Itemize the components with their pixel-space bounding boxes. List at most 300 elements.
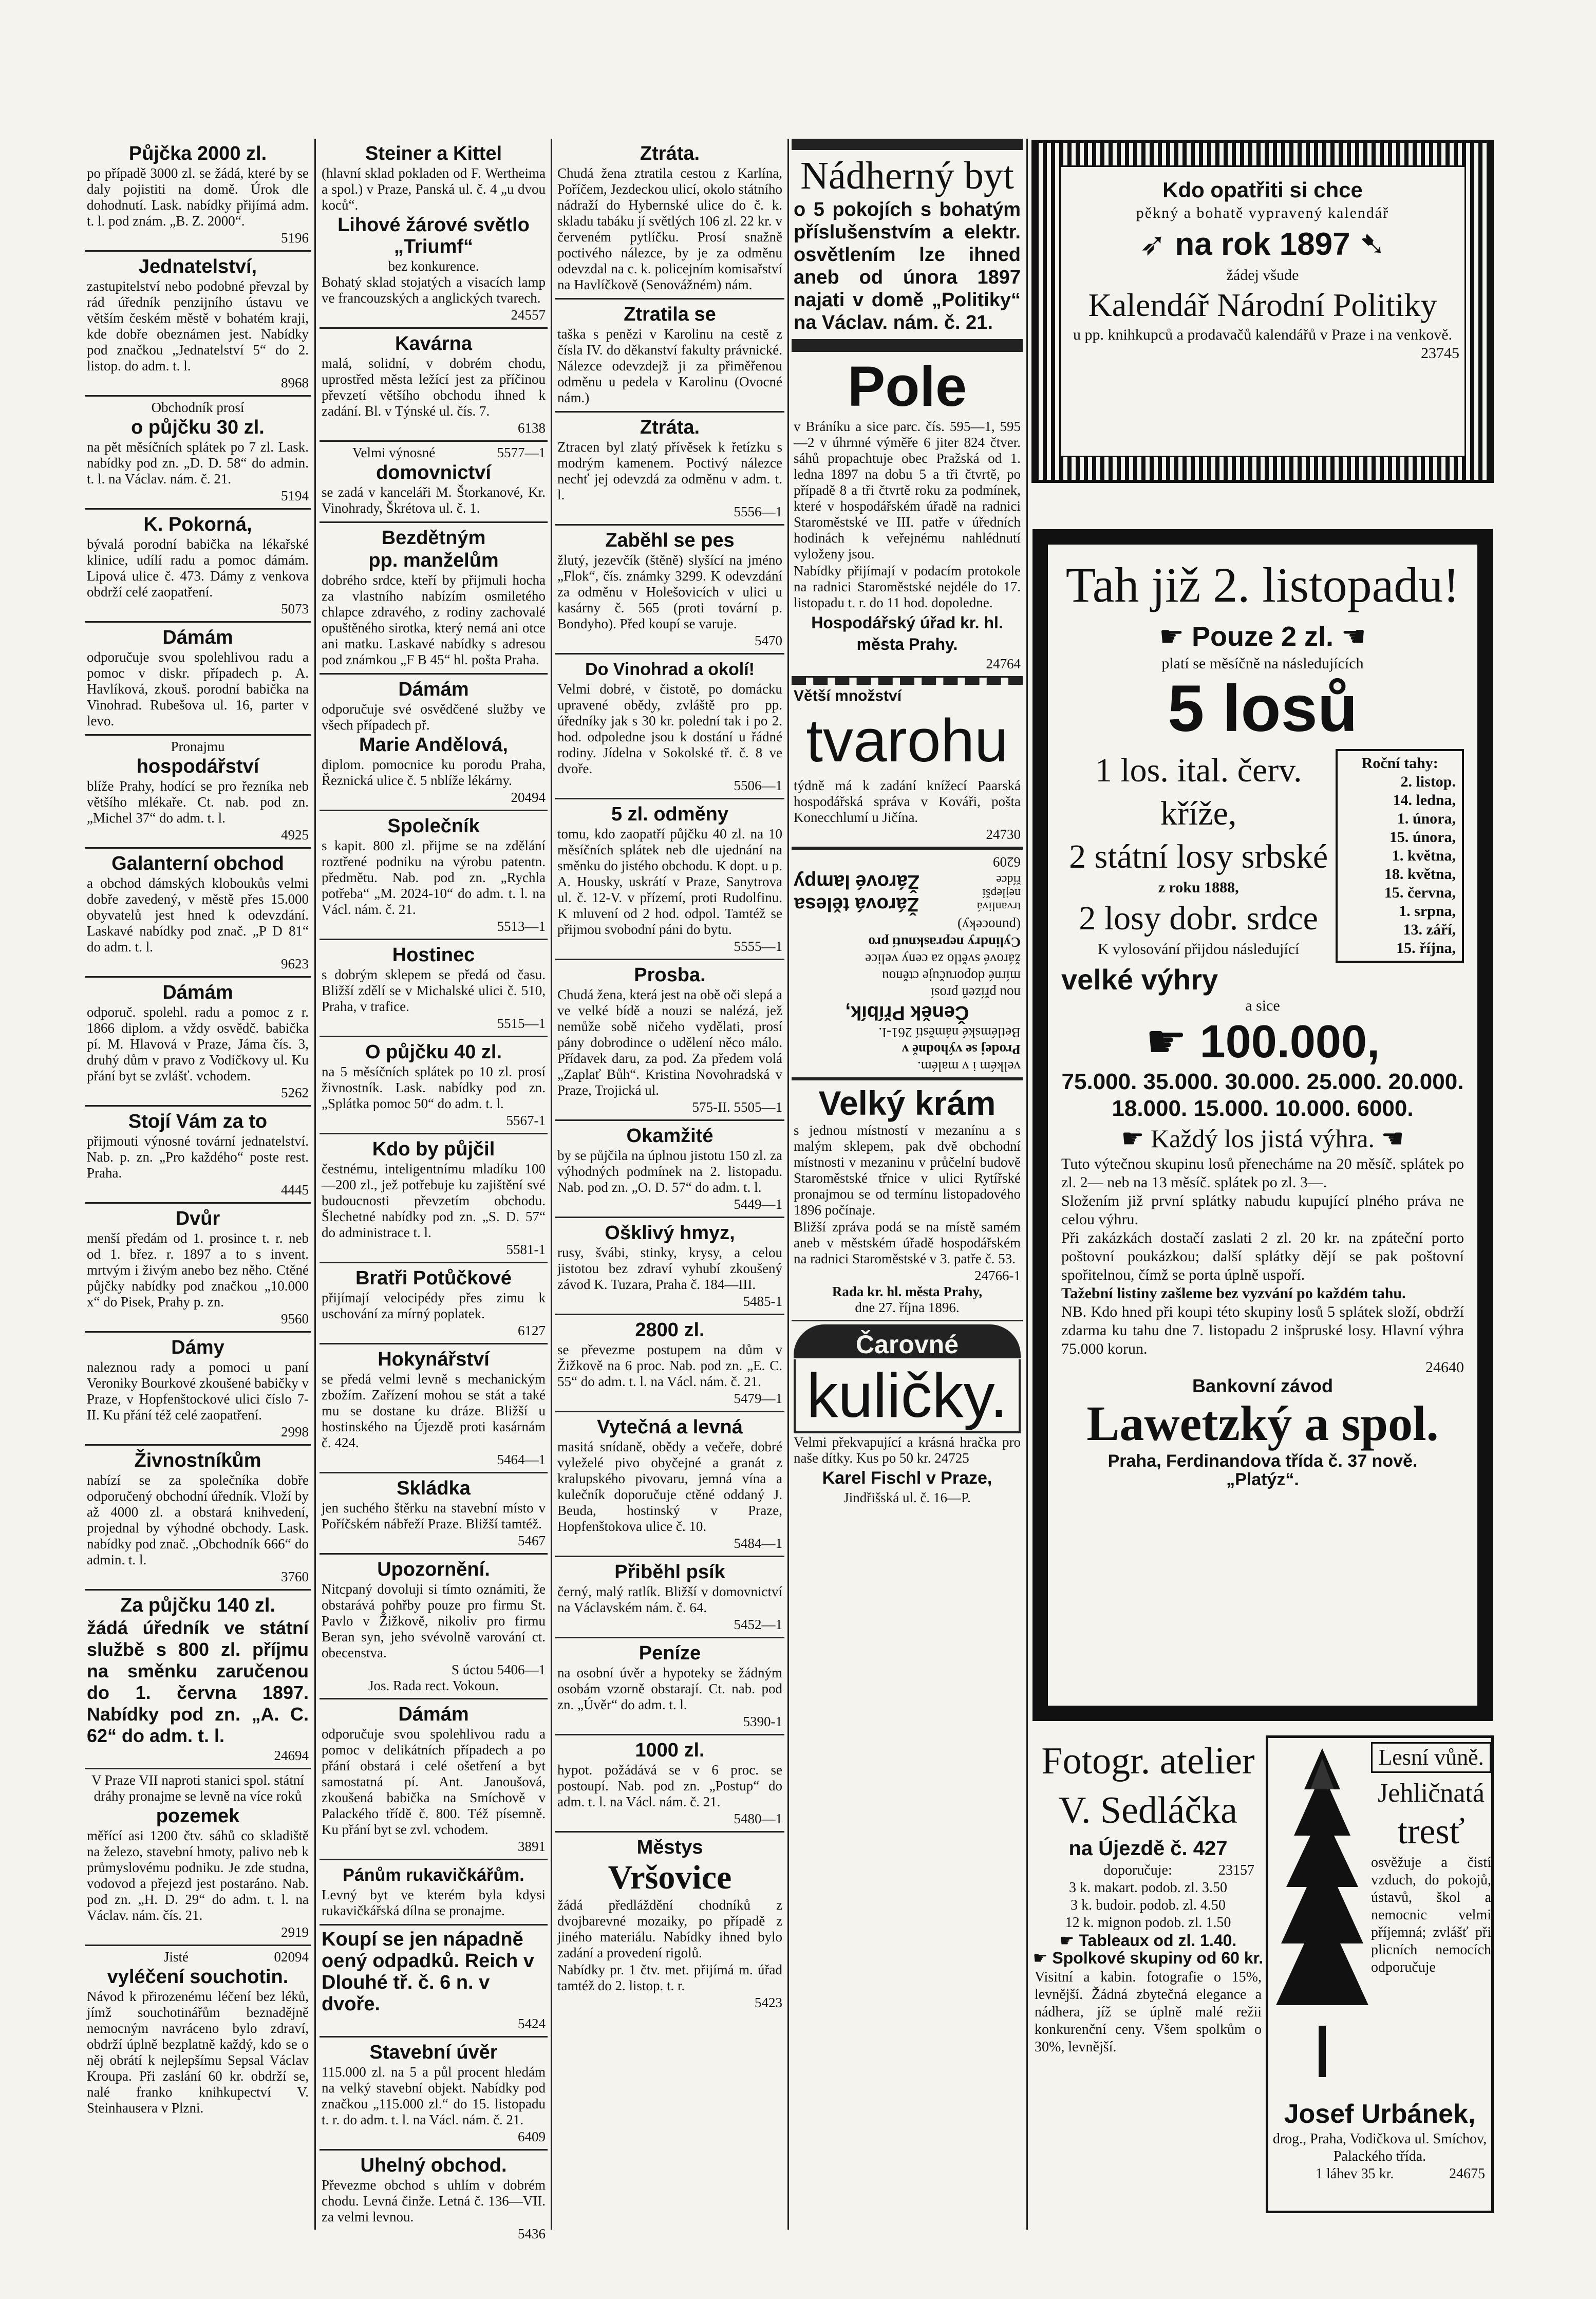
ad-zivnostnikum	[85, 1446, 311, 1591]
ad-body: blíže Prahy, hodící se pro řezníka neb většího mlékaře. Ct. nab. pod zn. „Michel 37“ do adm. t. l.	[87, 778, 309, 826]
ad-number: 5485-1	[743, 1294, 782, 1309]
ad-signature: Jos. Rada rect. Vokoun.	[368, 1678, 499, 1693]
ad-spolkove-text: Spolkové skupiny od 60 kr.	[1052, 1949, 1264, 1967]
ad-tahy-row: 13. září,	[1403, 921, 1456, 938]
ad-number: 5484—1	[734, 1536, 782, 1551]
ad-number: 24766-1	[974, 1268, 1021, 1283]
ad-pole	[792, 341, 1023, 678]
ad-number: 5423	[755, 1995, 782, 2010]
ad-number: 5479—1	[734, 1391, 782, 1406]
ad-kavarna	[320, 329, 548, 442]
ad-body: masitá snídaně, obědy a večeře, dobré vyleželé pivo obyčejné a granát z kralupského pivovaru, jemná vína a kulečník doporučuje ctěné oddaný J. Beuda, hostinský v Praze, Hopfenštokova ulice č. 10.	[557, 1439, 782, 1534]
ad-subtitle: Lihové žárové světlo „Triumf“	[337, 214, 530, 257]
ad-pokorna	[85, 510, 311, 623]
ad-title: Půjčka 2000 zl.	[128, 143, 267, 164]
ad-body: o 5 pokojích s bohatým příslušenstvím a elektr. osvětlením lze ihned aneb od února 1897 najati v domě „Politiky“ na Václav. nám. č. 21.	[794, 199, 1021, 333]
ad-body: zastupitelství nebo podobné převzal by rád úředník penzijního ústavu ve větším českém městě v bohatém kraji, kde dobře obeznámen jest. Nabídky pod značkou „Jednatelství 5“ do 2. listop. do adm. t. l.	[87, 278, 309, 373]
ad-kdo-by	[320, 1134, 548, 1263]
ad-number: 2998	[281, 1424, 309, 1440]
ad-subtitle: Žárová tělesa	[794, 893, 919, 915]
ad-upozorneni	[320, 1555, 548, 1699]
ad-number: 5513—1	[497, 919, 546, 934]
ad-signature: Josef Urbánek,	[1284, 2099, 1476, 2129]
ad-vinohrad	[555, 655, 784, 799]
ad-bezdetnym	[320, 523, 548, 675]
ad-title: Ztratila se	[624, 304, 716, 325]
ad-hostinec	[320, 940, 548, 1037]
ad-note: trvanlivá	[977, 900, 1021, 913]
ad-body: nabízí se za společníka dobře odporučený obchodní úředník. Vloží by až 4000 zl. a obstará knihvedení, projednal by výhodné obchody. Lask. nabídky pod znač. „Obchodník 666“ do admin. t. l.	[87, 1472, 309, 1567]
ad-line: doporučuje:	[1103, 1862, 1172, 1878]
pointing-hand-icon: ☛	[1145, 1015, 1187, 1069]
ad-title: hospodářství	[136, 756, 259, 777]
ad-body: a obchod dámských kloboukůs velmi dobře zavedený, v městě přes 15.000 obyvatelů jest hned k odevzdání. Laskavé nabídky pod znač. „P D 81“ do adm. t. l.	[87, 875, 309, 955]
arrow-right-icon: ➶	[1139, 225, 1167, 263]
pointing-hand-icon: ☛	[1059, 1931, 1075, 1950]
ad-kalendar-name: Kalendář Národní Politiky	[1088, 287, 1437, 323]
ad-lesni-footer	[1268, 2098, 1491, 2183]
ad-body: se předá velmi levně s mechanickým zbožím. Zařízení mohou se stát a také mu se dostane ku dráze. Bližší u hostinského na Újezdě proti kasárnám č. 424.	[322, 1371, 546, 1450]
ad-tahy-row: 15. října,	[1396, 940, 1456, 957]
ad-title: Ošklivý hmyz,	[605, 1222, 735, 1244]
ad-body: jen suchého štěrku na stavební místo v Poříčském nábřeží Praze. Bližší tamtéž.	[322, 1500, 546, 1531]
ad-body: žádá úředník ve státní službě s 800 zl. příjmu na směnku zaručenou do 1. června 1897. Nabídky pod zn. „A. C. 62“ do adm. t. l.	[87, 1617, 309, 1746]
ad-number: 02094	[274, 1949, 309, 1965]
ad-1000	[555, 1735, 784, 1833]
ad-title: 5 zl. odměny	[611, 803, 729, 825]
ad-price: 12 k. mignon podob. zl. 1.50	[1065, 1915, 1231, 1931]
ad-loterie-inner	[1048, 545, 1477, 1496]
ad-firm: Lawetzký a spol.	[1086, 1396, 1439, 1451]
ad-line: Prodej se výhodně v	[902, 1042, 1021, 1057]
ad-header-band	[794, 1324, 1021, 1358]
ad-title: Vršovice	[608, 1859, 732, 1896]
pointing-hand-icon: ☛	[1121, 1124, 1144, 1153]
ad-title: Velký krám	[818, 1084, 996, 1122]
ad-number: 23745	[1421, 345, 1459, 362]
ad-body: Bohatý sklad stojatých a visacích lamp ve francouzských a anglických tvarech.	[322, 274, 546, 306]
ad-damam	[320, 1699, 548, 1860]
ad-lot-line: 2 losy dobr. srdce	[1079, 900, 1318, 937]
ad-title: Dámám	[162, 627, 233, 648]
ad-price	[1061, 619, 1464, 655]
ad-lot-line: 2 státní losy srbské	[1069, 838, 1328, 875]
ad-tahy-row: 15. června,	[1384, 884, 1456, 901]
ad-title: pozemek	[156, 1805, 240, 1827]
ad-addr: na Újezdě č. 427	[1068, 1837, 1228, 1860]
ad-line: platí se měsíčně na následujících	[1161, 655, 1364, 672]
pointing-hand-icon: ☚	[1341, 620, 1366, 652]
ad-title: Dámám	[398, 679, 469, 700]
ad-subtitle: tresť	[1397, 1812, 1465, 1852]
ad-number: 5567-1	[506, 1113, 546, 1128]
ad-body: přijímají velocipédy přes zimu k uschování za mírný poplatek.	[322, 1290, 546, 1321]
ad-tahy-table	[1336, 749, 1464, 963]
ad-tableaux	[1031, 1932, 1265, 1949]
ad-tahy-row: 1. února,	[1397, 810, 1456, 827]
ad-title: Za půjčku 140 zl.	[120, 1595, 275, 1616]
ad-pujcka-2000	[85, 139, 311, 252]
ad-number: 5424	[518, 2016, 546, 2031]
ad-domovnictvi	[320, 442, 548, 523]
ad-addr: Praha, Ferdinandova třída č. 37 nově.	[1107, 1451, 1418, 1471]
ad-date: dne 27. října 1896.	[855, 1300, 960, 1315]
ad-pretitle: Pronajmu	[171, 739, 225, 754]
ad-title: Vytečná a levná	[597, 1416, 743, 1438]
ad-address: Jindřišská ul. č. 16—P.	[843, 1490, 971, 1505]
ad-damam	[85, 623, 311, 736]
ad-steiner	[320, 139, 548, 329]
ad-title: kuličky.	[794, 1359, 1021, 1433]
ad-pujcku-40	[320, 1037, 548, 1134]
ad-body: Ztracen byl zlatý přívěsek k řetízku s modrým kamenem. Poctivý nálezce nechť jej odevzdá za odměnu v adm. t. l.	[557, 439, 782, 502]
ad-body: Složením již první splátky nabudu kupující plného práva ne celou výhru.	[1061, 1192, 1464, 1228]
ad-title: Bezdětným	[381, 527, 486, 549]
ad-body: Při zakázkách dostačí zaslati 2 zl. 20 kr. na zpáteční porto poštovní poukázkou; další splátky dějí se pak poštovní spořitelnou, čímž se porta úplně uspoří.	[1061, 1229, 1464, 1283]
ad-body: 115.000 zl. na 5 a půl procent hledám na velký stavební objekt. Nabídky pod značkou „115.000 zl.“ do 15. listopadu t. r. do adm. t. l. na Václ. nám. č. 21.	[322, 2064, 546, 2127]
ad-title: Galanterní obchod	[111, 853, 284, 874]
arrow-left-icon: ➷	[1359, 225, 1386, 263]
ad-number: 5073	[281, 601, 309, 616]
ad-body: dobrého srdce, kteří by přijmuli hocha za vlastního nabízím osmiletého chlapce zdravého, z rodiny zachovalé opuštěného sirotka, který nemá ani otce ani matku. Laskavé nabídky s adresou pod známkou „F B 45“ hl. pošta Praha.	[322, 572, 546, 667]
ad-title: O půjčku 40 zl.	[365, 1041, 502, 1063]
ad-number: 5556—1	[734, 504, 782, 519]
ad-signature: S úctou 5406—1	[451, 1662, 546, 1677]
ad-kalendar-inner	[1059, 165, 1466, 457]
ad-number: 24694	[274, 1748, 309, 1763]
ad-body: malá, solidní, v dobrém chodu, uprostřed města ležící jest za příčinou převzetí většího obchodu ihned k zadání. Bl. v Týnské ul. čís. 7.	[322, 356, 546, 419]
ad-side-notes	[977, 873, 1021, 913]
ad-title: Upozornění.	[377, 1559, 490, 1580]
ad-title: Kdo opatřiti si chce	[1162, 178, 1363, 202]
ad-pribehl	[555, 1557, 784, 1638]
ad-number: 20494	[511, 790, 546, 805]
ad-loterie	[1032, 529, 1493, 1721]
ad-number: 5577—1	[497, 445, 546, 460]
ad-jednatelstvi	[85, 252, 311, 397]
ad-title: Do Vinohrad a okolí!	[585, 660, 755, 679]
ad-signature: Hospodářský úřad kr. hl. města Prahy.	[811, 613, 1003, 653]
ad-tahy-row: 15. února,	[1389, 829, 1456, 846]
ad-mestys	[555, 1833, 784, 2015]
ad-title: Peníze	[639, 1642, 701, 1664]
ad-ztratila	[555, 300, 784, 413]
ad-price: 3 k. budoir. podob. zl. 4.50	[1071, 1897, 1226, 1913]
ad-body: Chudá žena, která jest na obě oči slepá a ve velké bídě a nouzi se nalézá, jež nemůže sobě ničeho vydělati, prosí pány dobrodince o udělení něco málo. Přídavek daru, za pod. Za předem volá „Zaplať Bůh“. Kristina Novohradská v Praze, Trojická ul.	[557, 987, 782, 1098]
ad-title: Hokynářství	[378, 1349, 490, 1370]
ad-number: 5436	[518, 2226, 546, 2241]
ad-number: 8968	[281, 375, 309, 390]
column-1	[85, 139, 311, 2121]
ad-kalendar	[1031, 140, 1494, 483]
ad-title: Dámám	[398, 1704, 469, 1725]
ad-spolkove	[1031, 1949, 1265, 1967]
ad-number: 5506—1	[734, 778, 782, 793]
ad-damam	[320, 675, 548, 811]
ad-number: 5505—1	[734, 1099, 782, 1115]
ad-title: Pánům rukavičkářům.	[343, 1865, 524, 1885]
ad-body: diplom. pomocnice ku porodu Praha, Řeznická ulice č. 5 nblíže lékárny.	[322, 757, 546, 788]
ad-number: 5464—1	[497, 1452, 546, 1467]
ad-body: měřící asi 1200 čtv. sáhů co skladiště na železo, stavební hmoty, palivo neb k průmyslovému podniku. Je zde studna, vodovod a přejezd jest postaráno. Nab. pod zn. „H. D. 29“ do adm. t. l. na Václav. nám. čís. 21.	[87, 1828, 309, 1923]
ad-panum	[320, 1860, 548, 1926]
ad-body: Levný byt ve kterém byla kdysi rukavičkářská dílna se pronajme.	[322, 1887, 546, 1918]
ad-body: čestnému, inteligentnímu mladíku 100—200 zl., jež potřebuje ku zajištění své budoucnosti převzetím obchodu. Šlechetné nabídky pod zn. „S. D. 57“ do administrace t. l.	[322, 1161, 546, 1240]
ad-stoji-vam	[85, 1107, 311, 1204]
ad-tahy-row: 2. listop.	[1400, 773, 1456, 790]
ad-nadherny-byt	[792, 139, 1023, 341]
ad-body: taška s penězi v Karolinu na cestě z čísla IV. do děkanství fakulty právnické. Nálezce odevzdejž ji za přiměřenou odměnu u pedela v Karolinu (Ovocné nám.)	[557, 326, 782, 405]
ad-spolecnik	[320, 811, 548, 940]
ad-body: rusy, švábi, stinky, krysy, a celou jistotou bez zdraví vyhubí zkoušený závod K. Tuzara, Praha č. 184—III.	[557, 1245, 782, 1292]
ad-number: 23157	[1218, 1862, 1254, 1878]
ad-subtitle: Marie Andělová,	[359, 734, 508, 756]
ad-number: 9623	[281, 956, 309, 971]
ad-body: s kapit. 800 zl. přijme se na zdělání roztřené podniku na výrobu patentn. předmětu. Nab. pod zn. „Rychla potřeba“ „M. 2024-10“ do adm. t. l. na Václ. nám. č. 21.	[322, 838, 546, 917]
ad-body: Tažební listiny zašleme bez vyzvání po každém tahu.	[1061, 1285, 1406, 1302]
ad-platyz: „Platýz“.	[1226, 1470, 1299, 1489]
ad-number: 5452—1	[734, 1617, 782, 1632]
ad-body: po případě 3000 zl. se žádá, které by se daly pojistiti na domě. Úrok dle dohodnutí. Lask. nabídky přijímá adm. t. l. pod znám. „B. Z. 2000“.	[87, 165, 309, 229]
ad-number: 5581-1	[506, 1242, 546, 1257]
ad-dvur	[85, 1204, 311, 1333]
ad-uhelny	[320, 2151, 548, 2246]
ad-number: 24675	[1449, 2166, 1485, 2182]
ad-note: řídce	[996, 873, 1021, 886]
ad-lot-line: 1 los. ital. červ. kříže,	[1095, 752, 1302, 832]
ad-title: Uhelný obchod.	[360, 2155, 507, 2176]
ad-note: nejlepší	[982, 886, 1021, 900]
ad-number: 5480—1	[734, 1811, 782, 1826]
ad-line: mírné doporučuje ctěnou	[882, 968, 1021, 984]
ad-tahy-row: 14. ledna,	[1393, 792, 1456, 809]
ad-body: se převezme postupem na dům v Žižkově na 6 proc. Nab. pod zn. „E. C. 55“ do adm. t. l. na Václ. nám. č. 21.	[557, 1342, 782, 1389]
ad-title: tvarohu	[806, 707, 1008, 775]
ad-body: odporučuje svou spolehlivou radu a pomoc v diskr. případech p. A. Havlíková, zkouš. porodní babička na Vinohrad. Rubešova ul. 16, parter v levo.	[87, 649, 309, 728]
ad-title: vyléčení souchotin.	[107, 1966, 289, 1988]
ad-body: by se půjčila na úplnou jistotu 150 zl. za výhodných podmínek na 2. listopadu. Nab. pod zn. „O. D. 57“ do adm. t. l.	[557, 1148, 782, 1195]
ad-body: Návod k přirozenému léčení bez léků, jímž souchotinářům beznadějně nemocným navráceno bylo zdraví, obdrží úplně bezplatně každý, kdo se o něj obrátí k nejlepšímu Sepsal Václav Kroupa. Při zaslání 60 kr. obdrží se, nalé franko knihkupectví V. Steinhausera v Plzni.	[87, 1989, 309, 2116]
ad-title: Jehličnatá	[1378, 1779, 1485, 1808]
ad-line: žárové světlo za ceny velice	[865, 951, 1021, 967]
ad-line: velkém i v malém.	[917, 1059, 1021, 1074]
ad-title: Skládka	[397, 1478, 471, 1499]
ad-title: Zaběhl se pes	[605, 530, 735, 551]
ad-body: hypot. požádává se v 6 proc. se postoupí. Nab. pod zn. „Postup“ do adm. t. l. na Václ. nám. č. 21.	[557, 1762, 782, 1809]
ad-2800	[555, 1315, 784, 1412]
ad-title: Fotogr. atelier	[1041, 1740, 1255, 1782]
ad-number: 9560	[281, 1311, 309, 1326]
column-4	[792, 139, 1023, 1510]
column-rule	[787, 139, 789, 2230]
ad-year	[1066, 226, 1459, 263]
ad-body: s dobrým sklepem se předá od času. Bližší zdělí se v Michalské ulici č. 510, Praha, v trafice.	[322, 967, 546, 1014]
ad-pretitle: Obchodník prosí	[151, 400, 245, 415]
column-rule	[551, 139, 552, 2230]
ad-title: Steiner a Kittel	[365, 143, 502, 164]
ad-number: 6127	[518, 1323, 546, 1338]
ad-line: Cylindry neprasknutí pro	[868, 934, 1021, 950]
ad-number: 6409	[518, 2129, 546, 2144]
ad-main-prize	[1061, 1015, 1464, 1069]
ad-title: Bratři Potůčkové	[355, 1267, 512, 1289]
ad-stavebni	[320, 2038, 548, 2151]
ad-damam	[85, 978, 311, 1107]
ad-koupi	[320, 1926, 548, 2038]
ad-title: Koupí se jen nápadně oený odpadků. Reich v Dlouhé tř. č. 6 n. v dvoře.	[322, 1929, 534, 2015]
ad-subtitle: Žárové lampy	[794, 871, 919, 892]
column-rule	[1026, 139, 1028, 2230]
ad-tagline: bez konkurence.	[388, 258, 479, 274]
ad-pozemek	[85, 1769, 311, 1946]
ad-body: Velmi dobré, v čistotě, po domácku upravené obědy, zvláště pro pp. úředníky jak s 30 kr. polední tak i po 2. hod. odpoledne jsou k dostání u řádné rodiny. Jídelna v Sokolské tř. č. 8 ve dvoře.	[557, 681, 782, 776]
ad-body: Převezme obchod s uhlím v dobrém chodu. Levná činže. Letná č. 136—VII. za velmi levnou.	[322, 2177, 546, 2225]
ad-lot-line: z roku 1888,	[1158, 879, 1239, 896]
ad-number: 6209	[993, 854, 1021, 870]
ad-title: Kavárna	[395, 333, 472, 354]
ad-body: odporučuje svou spolehlivou radu a pomoc v delikátních případech a po přání obstará i celé ošetření a byt samostatná pí. Ant. Janoušová, zkoušená babička na Smíchově v Palackého třídě č. 800. Též písemně. Ku přání byt se zvl. vchodem.	[322, 1726, 546, 1837]
ad-number: 5555—1	[734, 939, 782, 954]
ad-number: 5515—1	[497, 1016, 546, 1031]
ad-zavod: Bankovní závod	[1192, 1375, 1334, 1396]
ad-body: Tuto výtečnou skupinu losů přenecháme na 20 měsíč. splátek po zl. 2— neb na 13 měsíč. splátek po zl. 3—.	[1061, 1155, 1464, 1191]
ad-upside-down-zarove	[792, 848, 1023, 1080]
ad-body: bývalá porodní babička na lékařské klinice, udílí radu a pomoc dámám. Lipová ulice č. 473. Dámy z venkova obdrží celé zaopatření.	[87, 536, 309, 600]
ad-title: Přiběhl psík	[614, 1561, 725, 1583]
ad-body: menší předám od 1. prosince t. r. neb od 1. břez. r. 1897 a to s invent. mrtvým i živým anebo bez něho. Ctěné půjčky nabídky pod značkou „10.000 x“ do Pisek, Prahy p. zn.	[87, 1230, 309, 1310]
ad-atelier	[1031, 1736, 1265, 2230]
ad-number: 24640	[1425, 1359, 1464, 1376]
ad-body: žádá předláždění chodníků z dvojbarevné mozaiky, po případě z jiného materiálu. Nabídky ihned bylo zadání a provedení rigolů.	[557, 1897, 782, 1960]
ad-title: Jednatelství,	[138, 256, 257, 277]
ad-kazdy	[1061, 1122, 1464, 1155]
ad-signature: Rada kr. hl. města Prahy,	[832, 1284, 983, 1299]
ad-title: 2800 zl.	[635, 1319, 705, 1341]
ad-tableaux-text: Tableaux od zl. 1.40.	[1079, 1931, 1237, 1950]
ad-title: Kdo by půjčil	[372, 1138, 495, 1160]
ad-big-lines	[794, 870, 919, 916]
ad-title: Čeněk Příbík,	[845, 1002, 969, 1023]
fir-tree-image	[1273, 1748, 1371, 2082]
ad-name: V. Sedláčka	[1059, 1789, 1237, 1831]
ad-body: na pět měsíčních splátek po 7 zl. Lask. nabídky pod zn. „D. D. 58“ do admin. t. l. na Václav. nám. č. 21.	[87, 439, 309, 487]
ad-obchodnik	[85, 397, 311, 510]
ad-body: s jednou místností v mezanínu a s malým sklepem, pak dvě obchodní místnosti v mezaninu v průčelní budově Staroměstské třnice v ulici Rytířské pronajmou se od termínu listopadového 1896 počínaje.	[794, 1123, 1021, 1218]
ad-pretitle: Městys	[636, 1837, 703, 1858]
ad-body: na osobní úvěr a hypoteky se žádným osobám vzorně obstarají. Ct. nab. pod zn. „Úvěr“ do adm. t. l.	[557, 1665, 782, 1712]
ad-title: Prosba.	[634, 964, 706, 986]
ad-title: K. Pokorná,	[143, 514, 252, 535]
ad-bratri	[320, 1263, 548, 1344]
ad-okamzite	[555, 1121, 784, 1218]
ad-price-text: Pouze 2 zl.	[1191, 621, 1334, 652]
ad-body: Velmi překvapující a krásná hračka pro naše dítky. Kus po 50 kr. 24725	[794, 1434, 1021, 1466]
ad-address-number: 575-II.	[692, 1099, 730, 1115]
ad-number: 24730	[986, 827, 1021, 842]
ad-price: 3 k. makart. podob. zl. 3.50	[1069, 1880, 1227, 1896]
ad-body: týdně má k zadání knížecí Paarská hospodářská správa v Kováři, pošta Konecchlumí u Jičína.	[794, 778, 1021, 825]
ad-body: černý, malý ratlík. Bližší v domovnictví na Václavském nám. č. 64.	[557, 1584, 782, 1615]
ad-pujcka-140	[85, 1591, 311, 1769]
column-3	[555, 139, 784, 2015]
ad-vyhry: velké výhry	[1061, 963, 1218, 996]
ad-ztrata	[555, 139, 784, 300]
ad-lesni-vune	[1266, 1735, 1494, 2213]
ad-body: Nitcpaný dovoluji si tímto oznámiti, že obstarává pohřby pouze pro firmu St. Pavlo v Žižkově, nikoliv pro firmu Beran syn, jeho svévolně varování ct. obecenstva.	[322, 1581, 546, 1660]
ad-prosba	[555, 960, 784, 1121]
ad-kulicky	[792, 1321, 1023, 1510]
ad-number: 4445	[281, 1182, 309, 1198]
ad-title: 1000 zl.	[635, 1740, 705, 1761]
ad-body: Chudá žena ztratila cestou z Karlína, Poříčem, Jezdeckou ulicí, okolo státního nádraží do Hybernské ulice do č. k. skladu tabáku jí světlých 106 zl. 22 kr. v červeném pytlíčku. Prosí snažně poctivého nálezce, by je za odměnu odevzdal na c. k. policejním komisařství na Havlíčkově (Senovážném) nám.	[557, 165, 782, 292]
ad-pretitle: Čarovné	[855, 1330, 959, 1359]
ad-souchotin	[85, 1946, 311, 2121]
ad-penize	[555, 1638, 784, 1735]
ad-addr: drog., Praha, Vodičkova ul. Smíchov, Palackého třída.	[1272, 2131, 1487, 2164]
ad-title: Tah již 2. listopadu!	[1065, 557, 1460, 612]
ad-line: nou přízeň prosí	[930, 985, 1021, 1001]
ad-line: pěkný a bohatě vypravený kalendář	[1136, 204, 1390, 221]
ad-number: 24557	[511, 307, 546, 323]
ad-title: Dámám	[162, 982, 233, 1003]
ad-pretitle: V Praze VII naproti stanici spol. státní dráhy pronajme se levně na více roků	[91, 1772, 304, 1804]
ad-zabehl	[555, 526, 784, 655]
ad-tahy-title: Roční tahy:	[1361, 755, 1438, 772]
ad-hokynarstvi	[320, 1344, 548, 1473]
ad-main-prize-text: 100.000,	[1199, 1016, 1380, 1068]
ad-body: odporučuje své osvědčené služby ve všech případech př.	[322, 701, 546, 733]
ad-number: 4925	[281, 827, 309, 843]
ad-body: se zadá v kanceláři M. Štorkanové, Kr. Vinohrady, Škrétova ul. č. 1.	[322, 484, 546, 516]
ad-damy	[85, 1333, 311, 1446]
ad-loterie-list	[1061, 749, 1336, 959]
ad-title: Společník	[387, 815, 480, 837]
ad-vytecna	[555, 1412, 784, 1557]
ad-number: 5449—1	[734, 1197, 782, 1212]
ad-title: Ztráta.	[640, 417, 700, 438]
ad-title: Stojí Vám za to	[128, 1111, 268, 1132]
ad-body: tomu, kdo zaopatří půjčku 40 zl. na 10 měsíčních splátek neb dle ujednání na směnku do jistého obchodu. K dopt. u p. A. Housky, uskrátí v Praze, Sanytrova ul. č. 12-V. v přízemí, proti Rudolfinu. K mluvení od 2 hod. odpol. Tamtéž se přijmou svobodní páni do bytu.	[557, 826, 782, 937]
ad-line: u pp. knihkupců a prodavačů kalendářů v Praze i na venkově.	[1073, 326, 1453, 343]
ad-lesni-text	[1371, 1742, 1491, 1976]
ad-title: Dvůr	[175, 1208, 220, 1229]
ad-line: (punoceky)	[957, 918, 1021, 933]
ad-body: Visitní a kabin. fotografie o 15%, levnější. Žádná zbytečná elegance a nádhera, jíž se úplně malé režii konkurenční ceny. Všem spolkům o 30%, levnější.	[1035, 1969, 1262, 2055]
ad-prize-list: 75.000. 35.000. 30.000. 25.000. 20.000. 18.000. 15.000. 10.000. 6000.	[1061, 1069, 1464, 1121]
ad-skladka	[320, 1473, 548, 1555]
ad-ztrata	[555, 413, 784, 526]
pointing-hand-icon: ☛	[1032, 1948, 1048, 1968]
ad-tahy-row: 1. května,	[1392, 847, 1456, 864]
ad-kazdy-text: Každý los jistá výhra.	[1150, 1124, 1375, 1153]
ad-title: o půjčku 30 zl.	[131, 417, 265, 438]
ad-body: (hlavní sklad pokladen od F. Wertheima a spol.) v Praze, Panská ul. č. 4 „u dvou koců“.	[322, 165, 546, 213]
ad-body: naleznou rady a pomoci u paní Veroniky Bourkové zkoušené babičky v Praze, v Hopfenštockové ulici číslo 7-II. Ku přání též celé zaopatření.	[87, 1359, 309, 1423]
ad-galanterni	[85, 849, 311, 978]
ad-number: 3760	[281, 1569, 309, 1584]
ad-signature: Karel Fischl v Praze,	[822, 1468, 992, 1488]
ad-body: odporuč. spolehl. radu a pomoc z r. 1866 diplom. a vždy osvědč. babička pí. M. Hlavová v Praze, Jáma čís. 3, druhý dům v pravo z Vodičkovy ul. Ku přání byt se zvlášť. vchodem.	[87, 1004, 309, 1083]
ad-tahy-row: 18. května,	[1384, 866, 1456, 883]
ad-number: 5467	[518, 1533, 546, 1548]
ad-body: v Bráníku a sice parc. čís. 595—1, 595—2 v úhrnné výměře 6 jiter 824 čtver. sáhů propachtuje obec Pražská od 1. ledna 1897 na dobu 5 a tři čtvrtě, po případě 8 a tři čtvrtě roku za podmínek, které v hospodářském úřadě na radnici Staroměstské ve III. patře v úředních hodinách k veřejnému nahlédnutí vyloženy jsou.	[794, 419, 1021, 562]
ad-number	[557, 1099, 782, 1115]
ad-line: Betlémské náměstí 261-I.	[878, 1025, 1021, 1040]
ad-subtitle: pp. manželům	[368, 550, 499, 571]
ad-number: 5262	[281, 1085, 309, 1100]
ad-line: žádej všude	[1226, 267, 1299, 284]
ad-price: 1 láhev 35 kr.	[1316, 2166, 1394, 2182]
